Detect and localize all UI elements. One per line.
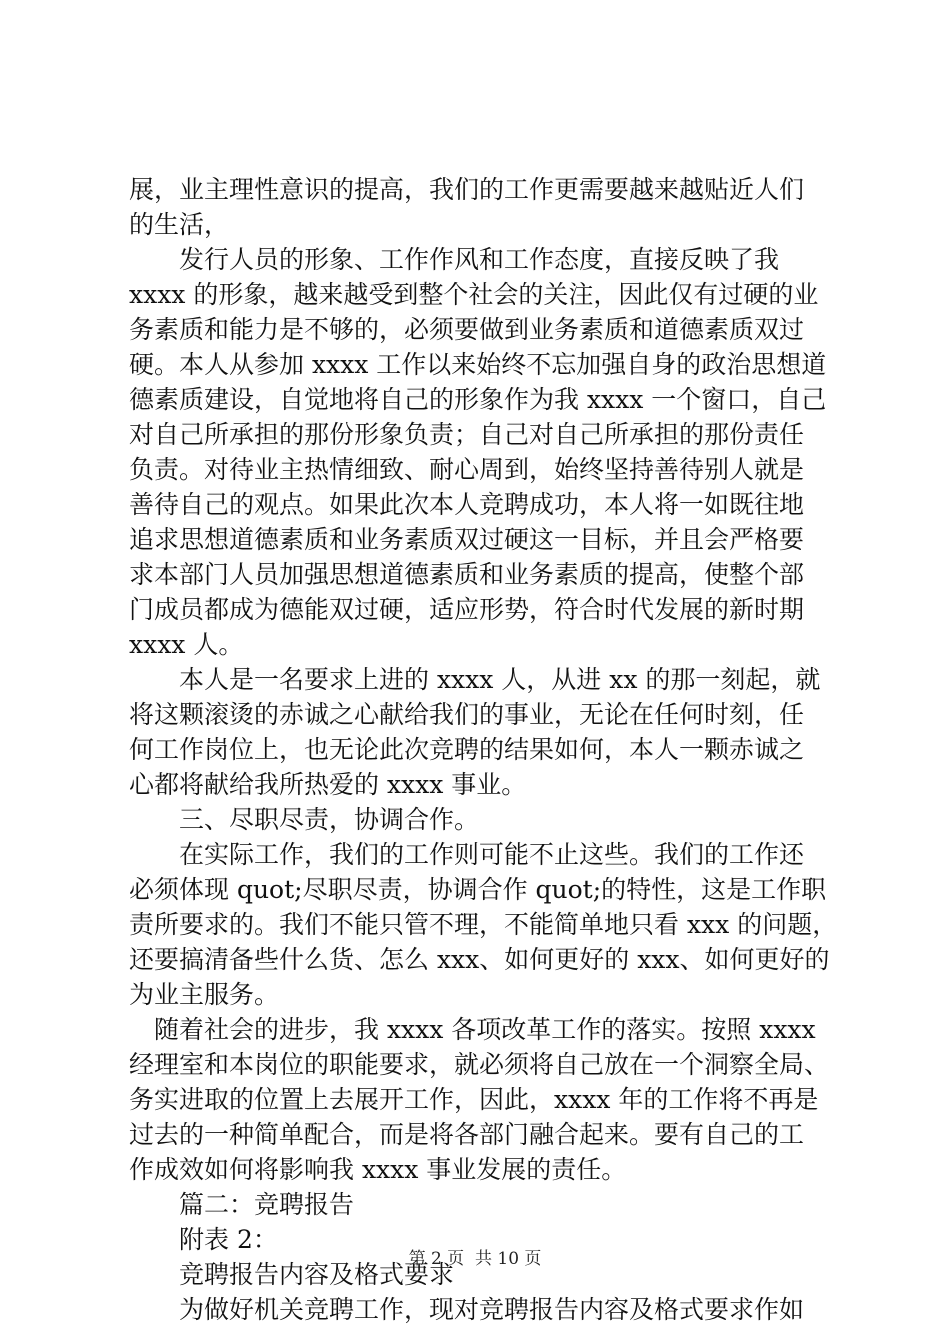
text-line: 务素质和能力是不够的，必须要做到业务素质和道德素质双过 xyxy=(129,315,805,344)
text-line: 责所要求的。我们不能只管不理，不能简单地只看 xxx 的问题， xyxy=(129,910,838,939)
text-line: 发行人员的形象、工作作风和工作态度，直接反映了我 xyxy=(129,245,780,274)
text-line: 经理室和本岗位的职能要求，就必须将自己放在一个洞察全局、 xyxy=(129,1050,830,1079)
text-line: 本人是一名要求上进的 xxxx 人，从进 xx 的那一刻起，就 xyxy=(129,665,821,694)
text-line: 求本部门人员加强思想道德素质和业务素质的提高，使整个部 xyxy=(129,560,805,589)
text-line: 德素质建设，自觉地将自己的形象作为我 xxxx 一个窗口，自己 xyxy=(129,385,827,414)
text-line: 负责。对待业主热情细致、耐心周到，始终坚持善待别人就是 xyxy=(129,455,805,484)
page-number: 第 2 页 共 10 页 xyxy=(408,1249,542,1269)
text-line: 务实进取的位置上去展开工作，因此，xxxx 年的工作将不再是 xyxy=(129,1085,819,1114)
text-line: 对自己所承担的那份形象负责；自己对自己所承担的那份责任 xyxy=(129,420,805,449)
text-line: 为业主服务。 xyxy=(129,980,280,1009)
text-line: 随着社会的进步，我 xxxx 各项改革工作的落实。按照 xxxx xyxy=(129,1015,816,1044)
text-line: xxxx 人。 xyxy=(129,630,244,659)
text-line: 将这颗滚烫的赤诚之心献给我们的事业，无论在任何时刻，任 xyxy=(129,700,805,729)
text-line: 作成效如何将影响我 xxxx 事业发展的责任。 xyxy=(129,1155,627,1184)
text-line: 为做好机关竞聘工作，现对竞聘报告内容及格式要求作如 xyxy=(129,1295,805,1324)
section-heading: 篇二：竞聘报告 xyxy=(129,1190,355,1219)
text-line: 过去的一种简单配合，而是将各部门融合起来。要有自己的工 xyxy=(129,1120,805,1149)
text-line: 门成员都成为德能双过硬，适应形势，符合时代发展的新时期 xyxy=(129,595,805,624)
text-line: 还要搞清备些什么货、怎么 xxx、如何更好的 xxx、如何更好的 xyxy=(129,945,830,974)
text-line: 展，业主理性意识的提高，我们的工作更需要越来越贴近人们 xyxy=(129,175,805,204)
section-heading: 三、尽职尽责，协调合作。 xyxy=(129,805,480,834)
document-body xyxy=(129,172,838,1327)
subsection-title: 竞聘报告内容及格式要求 xyxy=(129,1260,455,1289)
attachment-label: 附表 2： xyxy=(129,1225,278,1254)
text-line: 的生活， xyxy=(129,210,230,239)
text-line: 追求思想道德素质和业务素质双过硬这一目标，并且会严格要 xyxy=(129,525,805,554)
page-footer xyxy=(0,1244,950,1269)
text-line: 必须体现 quot;尽职尽责，协调合作 quot;的特性，这是工作职 xyxy=(129,875,827,904)
text-line: 在实际工作，我们的工作则可能不止这些。我们的工作还 xyxy=(129,840,805,869)
text-line: 何工作岗位上，也无论此次竞聘的结果如何，本人一颗赤诚之 xyxy=(129,735,805,764)
text-line: 善待自己的观点。如果此次本人竞聘成功，本人将一如既往地 xyxy=(129,490,805,519)
text-line: 心都将献给我所热爱的 xxxx 事业。 xyxy=(129,770,527,799)
text-line: 硬。本人从参加 xxxx 工作以来始终不忘加强自身的政治思想道 xyxy=(129,350,827,379)
text-line: xxxx 的形象，越来越受到整个社会的关注，因此仅有过硬的业 xyxy=(129,280,819,309)
